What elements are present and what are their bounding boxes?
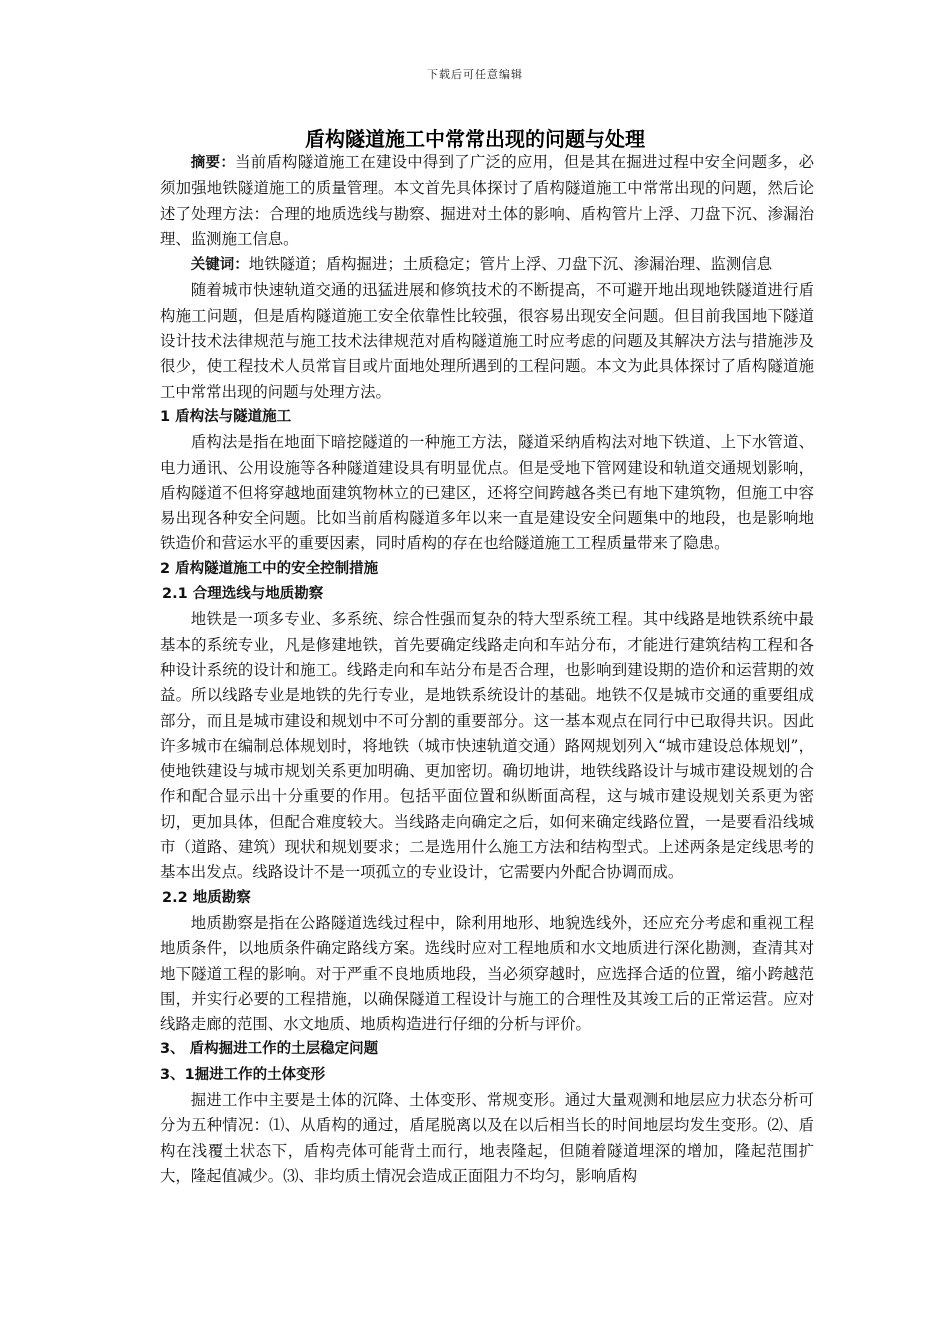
section-2-1-paragraph: 地铁是一项多专业、多系统、综合性强而复杂的特大型系统工程。其中线路是地铁系统中最基本的系统专业，凡是修建地铁，首先要确定线路走向和车站分布，才能进行建筑结构工程和各种设计系统的设计和施工。线路走向和车站分布是否合理，也影响到建设期的造价和运营期的效益。所以线路专业是地铁的先行专业，是地铁系统设计的基础。地铁不仅是城市交通的重要组成部分，而且是城市建设和规划中不可分割的重要部分。这一基本观点在同行中已取得共识。因此许多城市在编制总体规划时，将地铁（城市快速轨道交通）路网规划列入“城市建设总体规划”，使地铁建设与城市规划关系更加明确、更加密切。确切地讲，地铁线路设计与城市建设规划的合作和配合显示出十分重要的作用。包括平面位置和纵断面高程，这与城市建设规划关系更为密切，更加具体，但配合难度较大。当线路走向确定之后，如何来确定线路位置，一是要看沿线城市（道路、建筑）现状和规划要求；二是选用什么施工方法和结构型式。上述两条是定线思考的基本出发点。线路设计不是一项孤立的专业设计，它需要内外配合协调而成。 xyxy=(160,610,814,882)
section-2-heading: 2 盾构隧道施工中的安全控制措施 xyxy=(160,560,379,577)
page-title: 盾构隧道施工中常常出现的问题与处理 xyxy=(305,127,645,151)
abstract-label: 摘要： xyxy=(190,155,236,171)
section-2-1-heading: 2.1 合理选线与地质勘察 xyxy=(162,586,324,603)
abstract-text: 当前盾构隧道施工在建设中得到了广泛的应用，但是其在掘进过程中安全问题多，必须加强地铁隧道施工的质量管理。本文首先具体探讨了盾构隧道施工中常常出现的问题，然后论述了处理方法：合理的地质选线与勘察、掘进对土体的影响、盾构管片上浮、刀盘下沉、渗漏治理、监测施工信息。 xyxy=(160,153,814,248)
download-note: 下载后可任意编辑 xyxy=(427,68,523,81)
section-2-2-heading: 2.2 地质勘察 xyxy=(162,889,251,906)
abstract-paragraph xyxy=(160,150,814,252)
section-1-heading: 1 盾构法与隧道施工 xyxy=(160,408,292,425)
section-3-1-heading: 3、1掘进工作的土体变形 xyxy=(160,1066,326,1083)
section-3-heading: 3、 盾构掘进工作的土层稳定问题 xyxy=(160,1041,379,1058)
keywords-paragraph xyxy=(160,252,814,278)
document-body xyxy=(160,150,814,1189)
section-3-1-paragraph: 掘进工作中主要是土体的沉降、土体变形、常规变形。通过大量观测和地层应力状态分析可分为五种情况：⑴、从盾构的通过，盾尾脱离以及在以后相当长的时间地层均发生变形。⑵、盾构在浅覆土状态下，盾构壳体可能背土而行，地表隆起，但随着隧道埋深的增加，隆起范围扩大，隆起值减少。⑶、非均质土情况会造成正面阻力不均匀，影响盾构 xyxy=(160,1090,814,1185)
keywords-text: 地铁隧道；盾构掘进；土质稳定；管片上浮、刀盘下沉、渗漏治理、监测信息 xyxy=(248,255,773,274)
intro-paragraph: 随着城市快速轨道交通的迅猛进展和修筑技术的不断提高，不可避开地出现地铁隧道进行盾构施工问题，但是盾构隧道施工安全依靠性比较强，很容易出现安全问题。但目前我国地下隧道设计技术法律规范与施工技术法律规范对盾构隧道施工时应考虑的问题及其解决方法与措施涉及很少，使工程技术人员常盲目或片面地处理所遇到的工程问题。本文为此具体探讨了盾构隧道施工中常常出现的问题与处理方法。 xyxy=(160,281,814,401)
section-1-paragraph: 盾构法是指在地面下暗挖隧道的一种施工方法，隧道采纳盾构法对地下铁道、上下水管道、电力通讯、公用设施等各种隧道建设具有明显优点。但是受地下管网建设和轨道交通规划影响，盾构隧道不但将穿越地面建筑物林立的已建区，还将空间跨越各类已有地下建筑物，但施工中容易出现各种安全问题。比如当前盾构隧道多年以来一直是建设安全问题集中的地段，也是影响地铁造价和营运水平的重要因素，同时盾构的存在也给隧道施工工程质量带来了隐患。 xyxy=(160,433,814,553)
section-2-2-paragraph: 地质勘察是指在公路隧道选线过程中，除利用地形、地貌选线外，还应充分考虑和重视工程地质条件，以地质条件确定路线方案。选线时应对工程地质和水文地质进行深化勘测，查清其对地下隧道工程的影响。对于严重不良地质地段，当必须穿越时，应选择合适的位置，缩小跨越范围，并实行必要的工程措施，以确保隧道工程设计与施工的合理性及其竣工后的正常运营。应对线路走廊的范围、水文地质、地质构造进行仔细的分析与评价。 xyxy=(160,913,814,1034)
keywords-label: 关键词： xyxy=(190,257,249,274)
